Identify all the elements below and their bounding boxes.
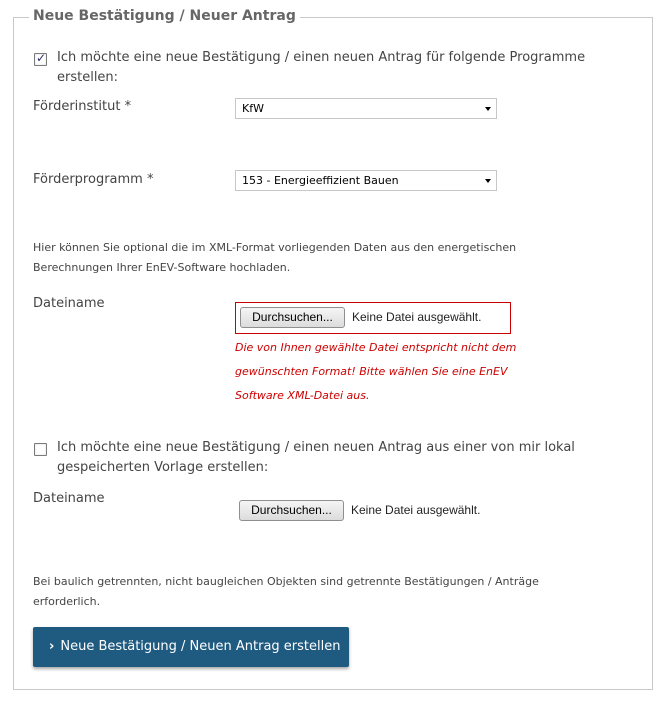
foerderprogramm-label: Förderprogramm * (33, 172, 154, 187)
dropdown-arrow-icon (485, 107, 491, 111)
dropdown-arrow-icon (485, 179, 491, 183)
upload1-label: Dateiname (33, 296, 105, 311)
foerderprogramm-value: 153 - Energieeffizient Bauen (242, 174, 399, 187)
option2-checkbox[interactable] (34, 443, 47, 456)
option1-text: Ich möchte eine neue Bestätigung / einen neuen Antrag für folgende Programme erstellen: (57, 50, 586, 85)
foerderprogramm-select[interactable] (235, 170, 497, 191)
upload1-file-status: Keine Datei ausgewählt. (352, 310, 482, 324)
xml-hint-text: Hier können Sie optional die im XML-Format vorliegenden Daten aus den energetischen Berechnungen Ihrer EnEV-Software hochladen. (33, 241, 517, 274)
foerderinstitut-value: KfW (242, 102, 264, 115)
create-request-button[interactable] (33, 627, 349, 667)
option2-text: Ich möchte eine neue Bestätigung / einen neuen Antrag aus einer von mir lokal gespeicherten Vorlage erstellen: (57, 440, 575, 475)
upload2-label: Dateiname (33, 491, 105, 506)
upload1-browse-button[interactable]: Durchsuchen... (240, 307, 345, 328)
upload2-file-status: Keine Datei ausgewählt. (351, 503, 481, 517)
foerderinstitut-select[interactable] (235, 98, 497, 119)
footer-note: Bei baulich getrennten, nicht baugleichen Objekten sind getrennte Bestätigungen / Anträge erforderlich. (33, 575, 539, 608)
checkmark-icon: ✓ (36, 51, 47, 65)
option1-checkbox[interactable] (34, 53, 47, 66)
foerderinstitut-label: Förderinstitut * (33, 99, 132, 114)
form-legend: Neue Bestätigung / Neuer Antrag (29, 8, 300, 24)
chevron-right-icon: › (49, 639, 55, 654)
upload1-error-message: Die von Ihnen gewählte Datei entspricht nicht dem gewünschten Format! Bitte wählen Sie eine EnEV Software XML-Datei aus. (235, 341, 517, 402)
create-request-label: Neue Bestätigung / Neuen Antrag erstellen (60, 639, 341, 654)
upload2-browse-button[interactable]: Durchsuchen... (239, 500, 344, 521)
